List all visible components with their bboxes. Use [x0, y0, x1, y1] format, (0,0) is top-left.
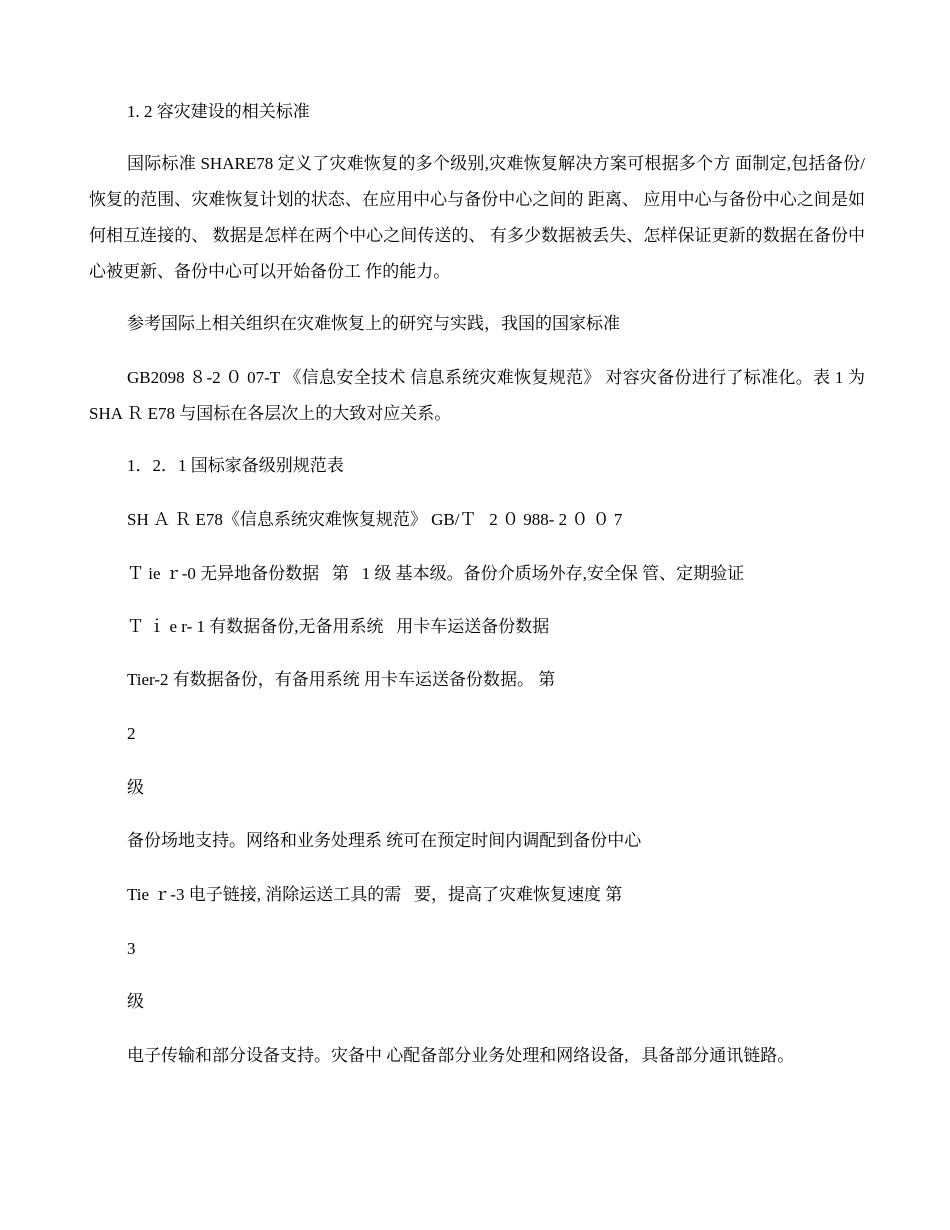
section-heading: 1. 2 容灾建设的相关标准: [127, 102, 310, 121]
tier-2-level-unit: 级: [127, 778, 144, 797]
tier-3-description: 电子传输和部分设备支持。灾备中 心配备部分业务处理和网络设备, 具备部分通讯链路。: [127, 1046, 795, 1065]
paragraph-reference: 参考国际上相关组织在灾难恢复上的研究与实践，我国的国家标准: [127, 314, 620, 333]
tier-2-level-number: 2: [127, 724, 136, 743]
subsection-heading: 1．2．1 国标家备级别规范表: [127, 456, 344, 475]
paragraph-gb-standard: GB2098 ８-2 ０ 07-T 《信息安全技术 信息系统灾难恢复规范》 对容灾备份进行了标准化。表 1 为 SHA Ｒ E78 与国标在各层次上的大致对应关系。: [89, 368, 865, 423]
tier-0-line: Ｔ ie ｒ-0 无异地备份数据 第 1 级 基本级。备份介质场外存,安全保 管、定期验证: [127, 564, 745, 583]
tier-2-line: Tier-2 有数据备份，有备用系统 用卡车运送备份数据。 第: [127, 670, 556, 689]
table-header-line: SH Ａ Ｒ E78《信息系统灾难恢复规范》 GB/Ｔ 2 ０ 988- 2 ０ ０ 7: [127, 510, 623, 529]
tier-3-level-unit: 级: [127, 992, 144, 1011]
tier-2-description: 备份场地支持。网络和业务处理系 统可在预定时间内调配到备份中心: [127, 831, 642, 850]
paragraph-share78-intro: 国际标准 SHARE78 定义了灾难恢复的多个级别,灾难恢复解决方案可根据多个方 面制定,包括备份/恢复的范围、灾难恢复计划的状态、在应用中心与备份中心之间的 距离、 应用中心与备份中心之间是如何相互连接的、 数据是怎样在两个中心之间传送的、 有多少数据被丢失、怎样保证更新的数据在备份中心被更新、备份中心可以开始备份工 作的能力。: [89, 154, 865, 281]
tier-1-line: Ｔ ｉ e r- 1 有数据备份,无备用系统 用卡车运送备份数据: [127, 617, 550, 636]
tier-3-line: Tie ｒ-3 电子链接, 消除运送工具的需 要，提高了灾难恢复速度 第: [127, 885, 623, 904]
tier-3-level-number: 3: [127, 939, 136, 958]
